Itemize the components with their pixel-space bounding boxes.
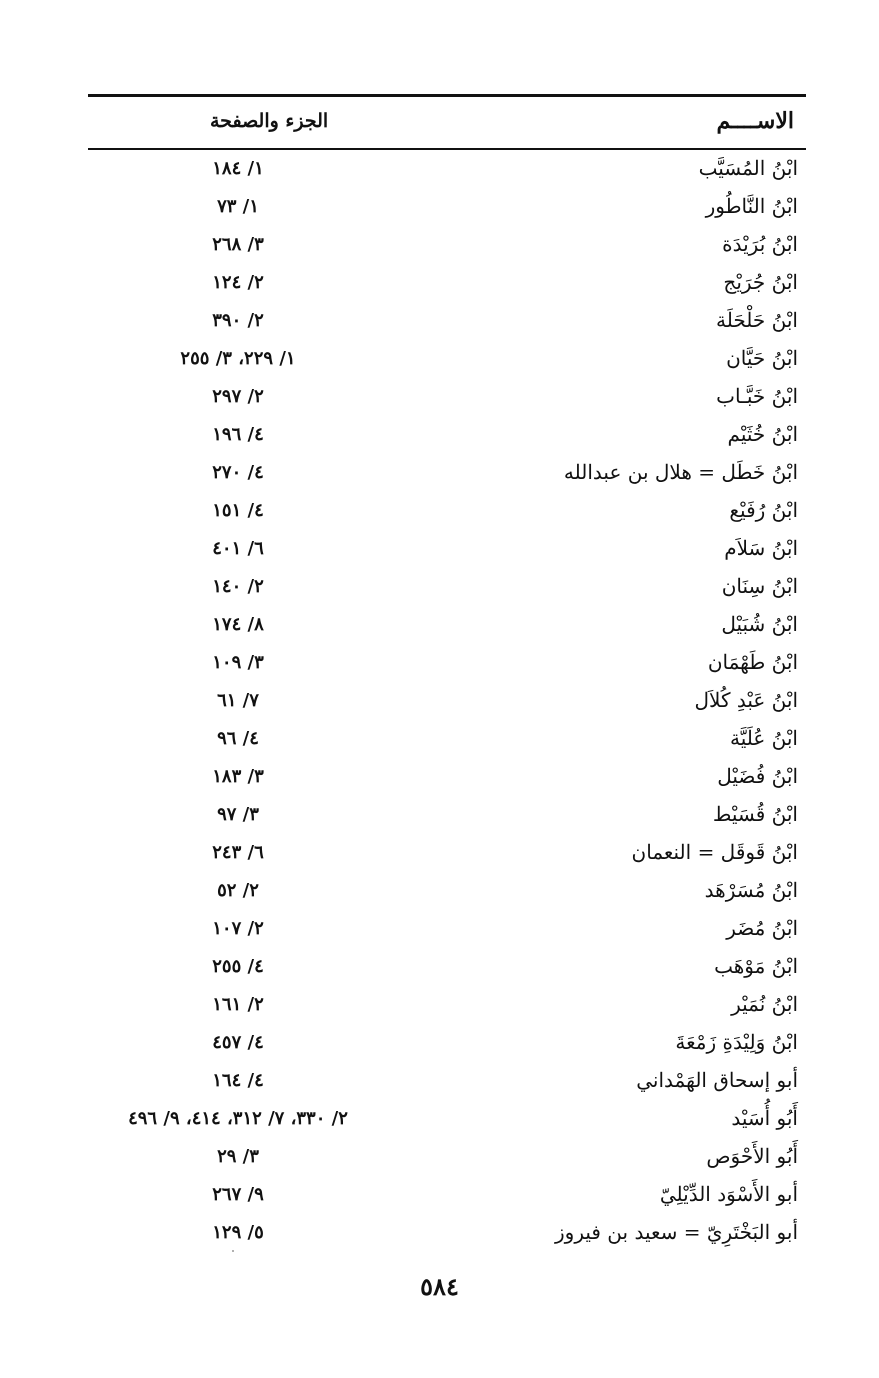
top-rule	[88, 94, 806, 97]
entry-name: ابْنُ رُفَيْع	[729, 498, 798, 522]
entry-name: ابْنُ المُسَيَّب	[698, 156, 798, 180]
entry-name: أَبُو أُسَيْد	[731, 1106, 798, 1130]
table-row	[88, 152, 806, 190]
entry-name: ابْنُ وَلِيْدَةِ زَمْعَةَ	[675, 1030, 798, 1054]
table-row	[88, 722, 806, 760]
index-table-body	[88, 152, 806, 1254]
table-row	[88, 418, 806, 456]
entry-reference: ٦/ ٤٠١	[212, 538, 264, 559]
entry-name: أبو البَخْتَرِيّ = سعيد بن فيروز	[555, 1220, 798, 1244]
table-row	[88, 798, 806, 836]
entry-reference: ٦/ ٢٤٣	[212, 842, 264, 863]
table-row	[88, 874, 806, 912]
entry-reference: ٢/ ٢٩٧	[212, 386, 264, 407]
entry-reference: ٣/ ١٨٣	[212, 766, 264, 787]
entry-reference: ٤/ ١٦٤	[212, 1070, 264, 1091]
entry-reference: ٤/ ١٩٦	[212, 424, 264, 445]
entry-reference: ٣/ ٢٩	[217, 1146, 259, 1167]
entry-reference: ٣/ ٢٦٨	[212, 234, 264, 255]
entry-name: ابْنُ فُضَيْل	[717, 764, 798, 788]
entry-name: ابْنُ بُرَيْدَة	[722, 232, 798, 256]
table-row	[88, 836, 806, 874]
entry-reference: ٤/ ٢٧٠	[212, 462, 264, 483]
entry-reference: ٨/ ١٧٤	[212, 614, 264, 635]
table-row	[88, 684, 806, 722]
table-row	[88, 1140, 806, 1178]
entry-name: أبو إسحاق الهَمْداني	[636, 1068, 798, 1092]
table-row	[88, 608, 806, 646]
table-row	[88, 1216, 806, 1254]
table-row	[88, 190, 806, 228]
entry-reference: ٢/ ٥٢	[217, 880, 259, 901]
name-column-header: الاســــم	[716, 108, 794, 134]
entry-name: ابْنُ شُبَيْل	[721, 612, 798, 636]
entry-name: ابْنُ عَبْدِ كُلاَل	[694, 688, 798, 712]
entry-name: ابْنُ عُلَيَّة	[729, 726, 798, 750]
table-row	[88, 228, 806, 266]
entry-name: ابْنُ حَلْحَلَة	[716, 308, 798, 332]
entry-reference: ٤/ ٩٦	[217, 728, 259, 749]
table-header	[88, 104, 806, 144]
entry-name: ابْنُ طَهْمَان	[707, 650, 798, 674]
entry-name: ابْنُ النَّاطُور	[705, 194, 798, 218]
entry-reference: ٢/ ١٢٤	[212, 272, 264, 293]
entry-name: أَبُو الأَحْوَص	[706, 1144, 798, 1168]
entry-name: ابْنُ مُضَر	[726, 916, 798, 940]
entry-name: ابْنُ خَطَل = هلال بن عبدالله	[563, 460, 798, 484]
table-row	[88, 304, 806, 342]
entry-name: ابْنُ خَبَّـاب	[716, 384, 798, 408]
entry-name: ابْنُ حَيَّان	[726, 346, 798, 370]
table-row	[88, 1178, 806, 1216]
entry-reference: ٤/ ٢٥٥	[212, 956, 264, 977]
table-row	[88, 266, 806, 304]
entry-name: ابْنُ خُثَيْم	[727, 422, 798, 446]
entry-name: ابْنُ سِنَان	[721, 574, 798, 598]
entry-reference: ٤/ ١٥١	[212, 500, 264, 521]
entry-reference: ٧/ ٦١	[217, 690, 259, 711]
table-row	[88, 1026, 806, 1064]
entry-name: أبو الأَسْوَد الدِّيْلِيّ	[659, 1182, 798, 1206]
entry-reference: ٥/ ١٢٩	[212, 1222, 264, 1243]
table-row	[88, 646, 806, 684]
entry-reference: ٩/ ٢٦٧	[212, 1184, 264, 1205]
entry-name: ابْنُ مَوْهَب	[714, 954, 798, 978]
entry-reference: ٢/ ١٤٠	[212, 576, 264, 597]
print-speck	[232, 1250, 234, 1252]
table-row	[88, 342, 806, 380]
table-row	[88, 570, 806, 608]
table-row	[88, 950, 806, 988]
entry-reference: ٣/ ١٠٩	[212, 652, 264, 673]
table-row	[88, 456, 806, 494]
entry-reference: ٤/ ٤٥٧	[212, 1032, 264, 1053]
table-row	[88, 1102, 806, 1140]
entry-reference: ٢/ ١٠٧	[212, 918, 264, 939]
entry-reference: ٢/ ١٦١	[212, 994, 264, 1015]
table-row	[88, 912, 806, 950]
table-row	[88, 1064, 806, 1102]
entry-reference: ١/ ٧٣	[217, 196, 259, 217]
entry-name: ابْنُ نُمَيْر	[731, 992, 798, 1016]
table-row	[88, 988, 806, 1026]
entry-reference: ٣/ ٩٧	[217, 804, 259, 825]
entry-name: ابْنُ جُرَيْج	[723, 270, 798, 294]
entry-name: ابْنُ قُسَيْط	[712, 802, 798, 826]
entry-name: ابْنُ قَوقَل = النعمان	[631, 840, 798, 864]
entry-reference: ١/ ١٨٤	[212, 158, 264, 179]
entry-reference: ٢/ ٣٩٠	[212, 310, 264, 331]
entry-name: ابْنُ سَلاَم	[724, 536, 798, 560]
table-row	[88, 494, 806, 532]
entry-name: ابْنُ مُسَرْهَد	[704, 878, 798, 902]
table-row	[88, 760, 806, 798]
page-number: ٥٨٤	[420, 1272, 459, 1301]
entry-reference: ٢/ ٣٣٠، ٧/ ٣١٢، ٤١٤، ٩/ ٤٩٦	[128, 1108, 348, 1129]
table-row	[88, 532, 806, 570]
reference-column-header: الجزء والصفحة	[210, 110, 329, 132]
entry-reference: ١/ ٢٢٩، ٣/ ٢٥٥	[180, 348, 296, 369]
header-rule	[88, 148, 806, 150]
table-row	[88, 380, 806, 418]
